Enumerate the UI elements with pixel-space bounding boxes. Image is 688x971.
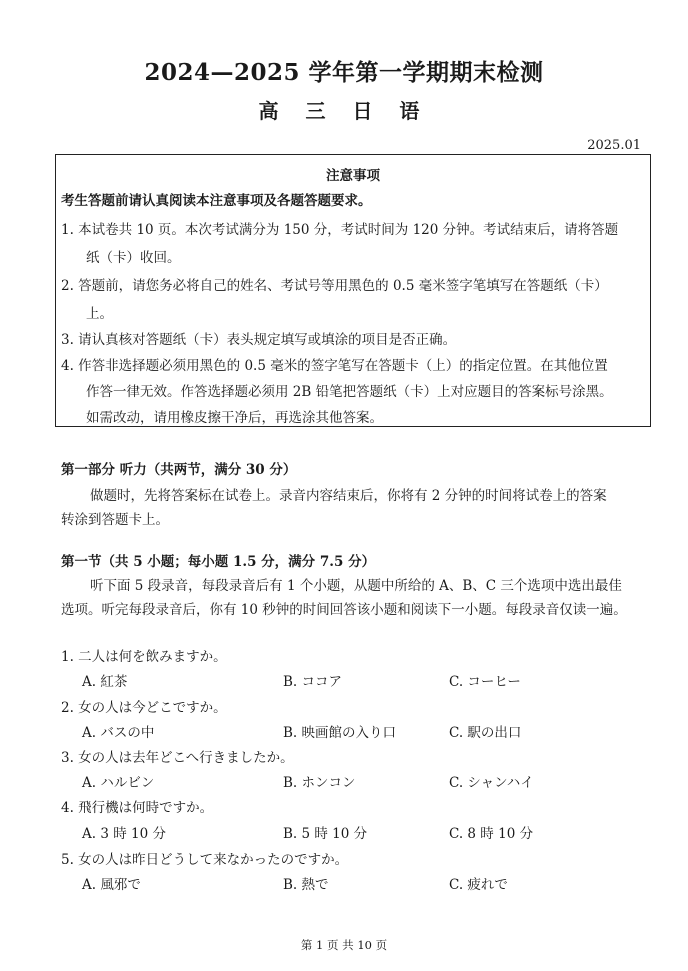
- section1-instructions: 选项。听完每段录音后，你有 10 秒钟的时间回答该小题和阅读下一小题。每段录音仅读一遍。: [61, 602, 627, 618]
- question-stem: 5. 女の人は昨日どうして来なかったのですか。: [61, 852, 349, 868]
- option-b: B. ココア: [283, 674, 343, 690]
- option-c: C. コーヒー: [449, 674, 521, 690]
- notice-line: 上。: [86, 306, 113, 322]
- option-b: B. ホンコン: [283, 775, 356, 791]
- part1-heading: 第一部分 听力（共两节，满分 30 分）: [61, 462, 297, 478]
- option-a: A. バスの中: [82, 725, 155, 741]
- notice-line: 4. 作答非选择题必须用黑色的 0.5 毫米的签字笔写在答题卡（上）的指定位置。在其他位置: [61, 358, 608, 374]
- option-b: B. 5 時 10 分: [283, 826, 368, 842]
- notice-line: 如需改动，请用橡皮擦干净后，再选涂其他答案。: [86, 410, 383, 426]
- option-a: A. ハルビン: [82, 775, 155, 791]
- question-stem: 2. 女の人は今どこですか。: [61, 700, 227, 716]
- page-footer: 第 1 页 共 10 页: [300, 938, 388, 952]
- notice-line: 作答一律无效。作答选择题必须用 2B 铅笔把答题纸（卡）上对应题目的答案标号涂黑。: [86, 384, 613, 400]
- question-stem: 1. 二人は何を飲みますか。: [61, 649, 227, 665]
- option-b: B. 映画館の入り口: [283, 725, 397, 741]
- option-a: A. 3 時 10 分: [82, 826, 166, 842]
- exam-date: 2025.01: [587, 138, 641, 153]
- notice-intro: 考生答题前请认真阅读本注意事项及各题答题要求。: [61, 193, 372, 209]
- option-c: C. 疲れで: [449, 877, 508, 893]
- part1-instructions: 转涂到答题卡上。: [61, 512, 169, 528]
- question-stem: 4. 飛行機は何時ですか。: [61, 800, 214, 816]
- option-a: A. 風邪で: [82, 877, 141, 893]
- subject-title: 高 三 日 语: [258, 99, 430, 123]
- option-c: C. シャンハイ: [449, 775, 534, 791]
- notice-title: 注意事项: [326, 168, 380, 184]
- notice-box: [55, 154, 651, 427]
- notice-line: 纸（卡）收回。: [86, 250, 181, 266]
- question-stem: 3. 女の人は去年どこへ行きましたか。: [61, 750, 294, 766]
- exam-title: 2024—2025 学年第一学期期末检测: [144, 59, 544, 86]
- notice-line: 2. 答题前，请您务必将自己的姓名、考试号等用黑色的 0.5 毫米签字笔填写在答题纸（卡）: [61, 278, 608, 294]
- option-c: C. 8 時 10 分: [449, 826, 534, 842]
- option-c: C. 駅の出口: [449, 725, 522, 741]
- section1-instructions: 听下面 5 段录音，每段录音后有 1 个小题，从题中所给的 A、B、C 三个选项中选出最佳: [90, 578, 622, 594]
- option-a: A. 紅茶: [82, 674, 128, 690]
- part1-instructions: 做题时，先将答案标在试卷上。录音内容结束后，你将有 2 分钟的时间将试卷上的答案: [90, 488, 607, 504]
- section1-heading: 第一节（共 5 小题；每小题 1.5 分，满分 7.5 分）: [61, 554, 376, 570]
- notice-line: 3. 请认真核对答题纸（卡）表头规定填写或填涂的项目是否正确。: [61, 332, 457, 348]
- option-b: B. 熱で: [283, 877, 329, 893]
- notice-line: 1. 本试卷共 10 页。本次考试满分为 150 分，考试时间为 120 分钟。考试结束后，请将答题: [61, 222, 619, 238]
